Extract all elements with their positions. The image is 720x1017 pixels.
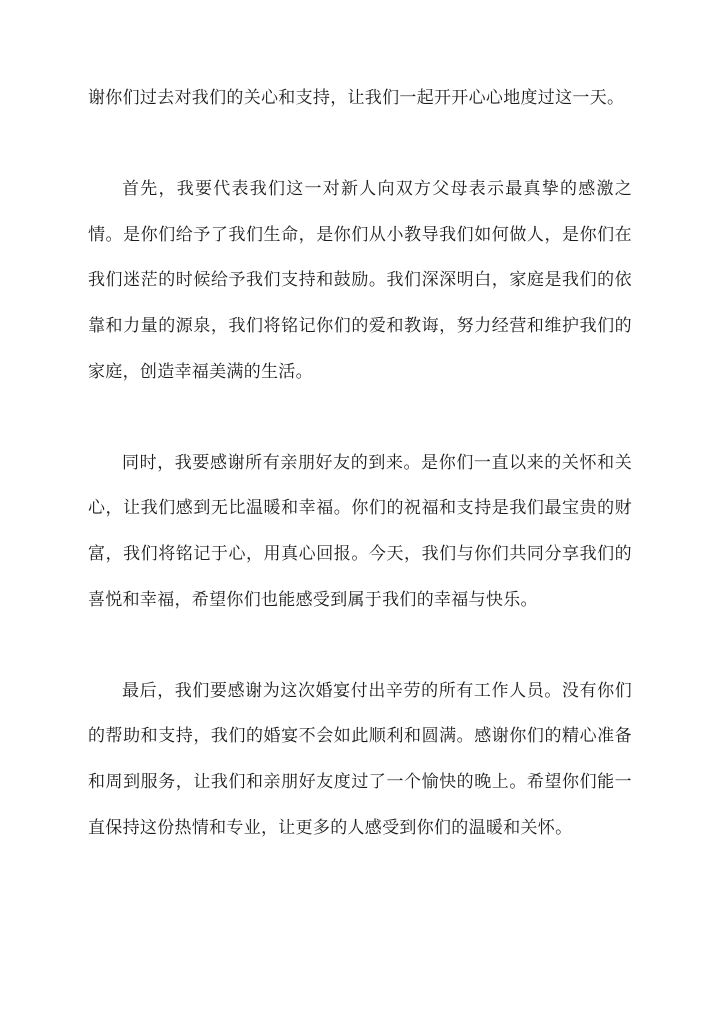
document-body [88, 76, 632, 851]
paragraph-opening: 谢你们过去对我们的关心和支持，让我们一起开开心心地度过这一天。 [88, 88, 625, 108]
paragraph-thanks-friends: 同时，我要感谢所有亲朋好友的到来。是你们一直以来的关怀和关心，让我们感到无比温暖和幸福。你们的祝福和支持是我们最宝贵的财富，我们将铭记于心，用真心回报。今天，我们与你们共同分享我们的喜悦和幸福，希望你们也能感受到属于我们的幸福与快乐。 [88, 452, 632, 610]
paragraph-thanks-staff: 最后，我们要感谢为这次婚宴付出辛劳的所有工作人员。没有你们的帮助和支持，我们的婚宴不会如此顺利和圆满。感谢你们的精心准备和周到服务，让我们和亲朋好友度过了一个愉快的晚上。希望你们能一直保持这份热情和专业，让更多的人感受到你们的温暖和关怀。 [88, 680, 632, 838]
paragraph-thanks-parents: 首先，我要代表我们这一对新人向双方父母表示最真挚的感激之情。是你们给予了我们生命，是你们从小教导我们如何做人，是你们在我们迷茫的时候给予我们支持和鼓励。我们深深明白，家庭是我们的依靠和力量的源泉，我们将铭记你们的爱和教诲，努力经营和维护我们的家庭，创造幸福美满的生活。 [88, 179, 632, 382]
